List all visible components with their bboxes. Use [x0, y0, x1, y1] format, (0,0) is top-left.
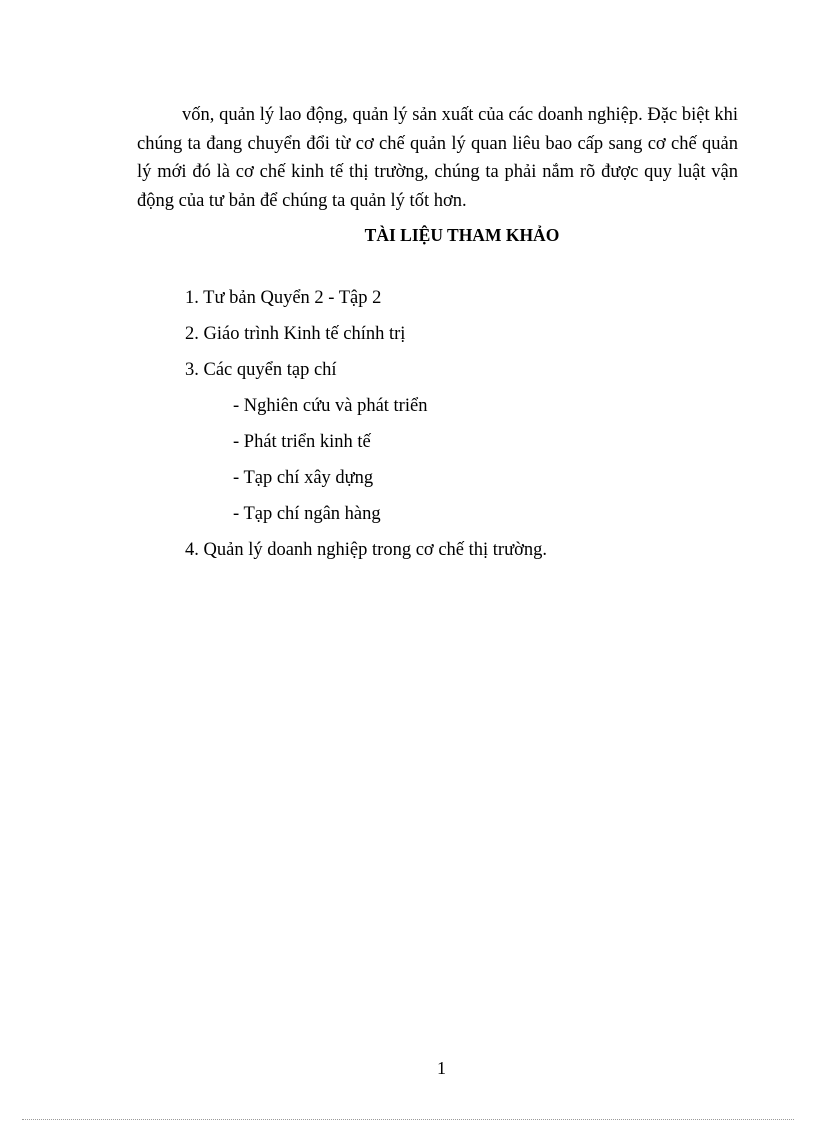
- reference-subitem: - Tạp chí ngân hàng: [233, 504, 381, 524]
- reference-subitem: - Tạp chí xây dựng: [233, 468, 374, 488]
- references-heading: TÀI LIỆU THAM KHẢO: [364, 225, 560, 245]
- body-paragraph: vốn, quản lý lao động, quản lý sản xuất của các doanh nghiệp. Đặc biệt khi chúng ta đang chuyển đổi từ cơ chế quản lý quan liêu bao cấp sang cơ chế quản lý mới đó là cơ chế kinh tế thị trường, chúng ta phải nắm rõ được quy luật vận động của tư bản để chúng ta quản lý tốt hơn.: [137, 105, 738, 211]
- reference-item: 3. Các quyển tạp chí: [185, 360, 337, 380]
- reference-item: 1. Tư bản Quyển 2 - Tập 2: [185, 288, 382, 308]
- reference-item: 2. Giáo trình Kinh tế chính trị: [185, 324, 406, 344]
- reference-subitem: - Nghiên cứu và phát triển: [233, 396, 428, 416]
- page-number: 1: [437, 1058, 446, 1078]
- footer-divider: [22, 1119, 794, 1120]
- reference-item: 4. Quản lý doanh nghiệp trong cơ chế thị trường.: [185, 540, 548, 560]
- reference-subitem: - Phát triển kinh tế: [233, 432, 371, 452]
